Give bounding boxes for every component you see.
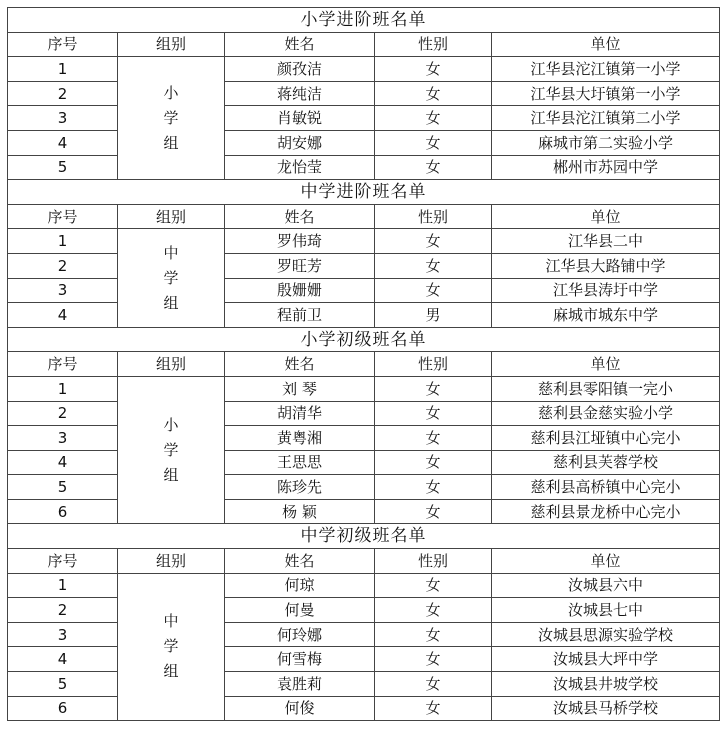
group-cell bbox=[118, 57, 225, 180]
header-seq: 序号 bbox=[8, 32, 118, 57]
unit-cell: 江华县大路铺中学 bbox=[492, 253, 720, 278]
group-cell bbox=[118, 229, 225, 327]
header-seq: 序号 bbox=[8, 352, 118, 377]
unit-cell: 汝城县思源实验学校 bbox=[492, 622, 720, 647]
name-cell: 罗旺芳 bbox=[225, 253, 375, 278]
section-title: 中学初级班名单 bbox=[8, 524, 720, 549]
header-unit: 单位 bbox=[492, 204, 720, 229]
roster-body bbox=[8, 8, 720, 721]
seq-cell: 2 bbox=[8, 401, 118, 426]
name-cell: 蒋纯洁 bbox=[225, 81, 375, 106]
unit-cell: 郴州市苏园中学 bbox=[492, 155, 720, 180]
table-row bbox=[8, 106, 720, 131]
seq-cell: 2 bbox=[8, 598, 118, 623]
name-cell: 何琼 bbox=[225, 573, 375, 598]
name-cell: 胡清华 bbox=[225, 401, 375, 426]
group-char: 学 bbox=[163, 268, 179, 287]
table-row bbox=[8, 475, 720, 500]
header-group: 组别 bbox=[118, 549, 225, 574]
name-cell: 龙怡莹 bbox=[225, 155, 375, 180]
name-cell: 胡安娜 bbox=[225, 130, 375, 155]
section-title: 小学初级班名单 bbox=[8, 327, 720, 352]
section-title: 中学进阶班名单 bbox=[8, 180, 720, 205]
unit-cell: 汝城县六中 bbox=[492, 573, 720, 598]
roster-table bbox=[7, 7, 720, 721]
header-seq: 序号 bbox=[8, 549, 118, 574]
name-cell: 刘 琴 bbox=[225, 376, 375, 401]
table-row bbox=[8, 253, 720, 278]
seq-cell: 1 bbox=[8, 57, 118, 82]
seq-cell: 3 bbox=[8, 622, 118, 647]
unit-cell: 汝城县大坪中学 bbox=[492, 647, 720, 672]
header-gender: 性别 bbox=[375, 204, 492, 229]
section-title-row bbox=[8, 180, 720, 205]
table-row bbox=[8, 426, 720, 451]
seq-cell: 6 bbox=[8, 499, 118, 524]
header-group: 组别 bbox=[118, 204, 225, 229]
table-row bbox=[8, 81, 720, 106]
gender-cell: 女 bbox=[375, 426, 492, 451]
table-row bbox=[8, 598, 720, 623]
unit-cell: 江华县大圩镇第一小学 bbox=[492, 81, 720, 106]
gender-cell: 女 bbox=[375, 672, 492, 697]
gender-cell: 女 bbox=[375, 475, 492, 500]
name-cell: 程前卫 bbox=[225, 303, 375, 328]
unit-cell: 江华县沱江镇第二小学 bbox=[492, 106, 720, 131]
seq-cell: 6 bbox=[8, 696, 118, 721]
group-char: 组 bbox=[163, 133, 179, 152]
name-cell: 王思思 bbox=[225, 450, 375, 475]
table-row bbox=[8, 401, 720, 426]
header-row bbox=[8, 204, 720, 229]
name-cell: 颜孜洁 bbox=[225, 57, 375, 82]
name-cell: 黄粤湘 bbox=[225, 426, 375, 451]
name-cell: 何曼 bbox=[225, 598, 375, 623]
gender-cell: 女 bbox=[375, 130, 492, 155]
table-row bbox=[8, 696, 720, 721]
header-group: 组别 bbox=[118, 32, 225, 57]
unit-cell: 慈利县景龙桥中心完小 bbox=[492, 499, 720, 524]
table-row bbox=[8, 573, 720, 598]
table-row bbox=[8, 672, 720, 697]
unit-cell: 江华县二中 bbox=[492, 229, 720, 254]
table-row bbox=[8, 622, 720, 647]
unit-cell: 汝城县马桥学校 bbox=[492, 696, 720, 721]
seq-cell: 2 bbox=[8, 253, 118, 278]
unit-cell: 江华县涛圩中学 bbox=[492, 278, 720, 303]
name-cell: 陈珍先 bbox=[225, 475, 375, 500]
group-char: 学 bbox=[163, 440, 179, 459]
name-cell: 何玲娜 bbox=[225, 622, 375, 647]
gender-cell: 女 bbox=[375, 81, 492, 106]
header-row bbox=[8, 32, 720, 57]
gender-cell: 女 bbox=[375, 376, 492, 401]
section-title: 小学进阶班名单 bbox=[8, 8, 720, 33]
unit-cell: 麻城市第二实验小学 bbox=[492, 130, 720, 155]
seq-cell: 4 bbox=[8, 303, 118, 328]
header-name: 姓名 bbox=[225, 204, 375, 229]
table-row bbox=[8, 303, 720, 328]
gender-cell: 女 bbox=[375, 253, 492, 278]
gender-cell: 男 bbox=[375, 303, 492, 328]
section-title-row bbox=[8, 8, 720, 33]
gender-cell: 女 bbox=[375, 573, 492, 598]
group-cell bbox=[118, 573, 225, 721]
table-row bbox=[8, 647, 720, 672]
table-row bbox=[8, 229, 720, 254]
header-gender: 性别 bbox=[375, 352, 492, 377]
table-row bbox=[8, 376, 720, 401]
unit-cell: 慈利县高桥镇中心完小 bbox=[492, 475, 720, 500]
gender-cell: 女 bbox=[375, 229, 492, 254]
seq-cell: 5 bbox=[8, 475, 118, 500]
seq-cell: 3 bbox=[8, 278, 118, 303]
gender-cell: 女 bbox=[375, 278, 492, 303]
header-unit: 单位 bbox=[492, 32, 720, 57]
header-group: 组别 bbox=[118, 352, 225, 377]
header-name: 姓名 bbox=[225, 32, 375, 57]
header-gender: 性别 bbox=[375, 32, 492, 57]
header-unit: 单位 bbox=[492, 549, 720, 574]
group-char: 学 bbox=[163, 637, 179, 656]
unit-cell: 慈利县零阳镇一完小 bbox=[492, 376, 720, 401]
group-char: 组 bbox=[163, 293, 179, 312]
header-name: 姓名 bbox=[225, 549, 375, 574]
gender-cell: 女 bbox=[375, 106, 492, 131]
header-gender: 性别 bbox=[375, 549, 492, 574]
gender-cell: 女 bbox=[375, 57, 492, 82]
group-char: 中 bbox=[163, 243, 179, 262]
gender-cell: 女 bbox=[375, 598, 492, 623]
gender-cell: 女 bbox=[375, 647, 492, 672]
group-char: 组 bbox=[163, 662, 179, 681]
unit-cell: 慈利县芙蓉学校 bbox=[492, 450, 720, 475]
header-row bbox=[8, 549, 720, 574]
gender-cell: 女 bbox=[375, 622, 492, 647]
group-char: 中 bbox=[163, 612, 179, 631]
seq-cell: 1 bbox=[8, 573, 118, 598]
seq-cell: 4 bbox=[8, 450, 118, 475]
name-cell: 罗伟琦 bbox=[225, 229, 375, 254]
table-row bbox=[8, 57, 720, 82]
group-cell bbox=[118, 376, 225, 524]
name-cell: 何雪梅 bbox=[225, 647, 375, 672]
name-cell: 杨 颖 bbox=[225, 499, 375, 524]
name-cell: 殷姗姗 bbox=[225, 278, 375, 303]
seq-cell: 4 bbox=[8, 130, 118, 155]
seq-cell: 5 bbox=[8, 672, 118, 697]
seq-cell: 5 bbox=[8, 155, 118, 180]
header-row bbox=[8, 352, 720, 377]
gender-cell: 女 bbox=[375, 401, 492, 426]
seq-cell: 3 bbox=[8, 426, 118, 451]
header-name: 姓名 bbox=[225, 352, 375, 377]
seq-cell: 4 bbox=[8, 647, 118, 672]
table-row bbox=[8, 278, 720, 303]
table-row bbox=[8, 155, 720, 180]
gender-cell: 女 bbox=[375, 696, 492, 721]
seq-cell: 2 bbox=[8, 81, 118, 106]
section-title-row bbox=[8, 524, 720, 549]
gender-cell: 女 bbox=[375, 155, 492, 180]
group-char: 小 bbox=[163, 83, 179, 102]
header-unit: 单位 bbox=[492, 352, 720, 377]
seq-cell: 3 bbox=[8, 106, 118, 131]
unit-cell: 汝城县井坡学校 bbox=[492, 672, 720, 697]
table-row bbox=[8, 130, 720, 155]
unit-cell: 麻城市城东中学 bbox=[492, 303, 720, 328]
seq-cell: 1 bbox=[8, 229, 118, 254]
name-cell: 袁胜莉 bbox=[225, 672, 375, 697]
group-char: 小 bbox=[163, 415, 179, 434]
name-cell: 肖敏锐 bbox=[225, 106, 375, 131]
unit-cell: 慈利县江垭镇中心完小 bbox=[492, 426, 720, 451]
gender-cell: 女 bbox=[375, 450, 492, 475]
table-row bbox=[8, 450, 720, 475]
table-row bbox=[8, 499, 720, 524]
seq-cell: 1 bbox=[8, 376, 118, 401]
gender-cell: 女 bbox=[375, 499, 492, 524]
unit-cell: 慈利县金慈实验小学 bbox=[492, 401, 720, 426]
header-seq: 序号 bbox=[8, 204, 118, 229]
unit-cell: 汝城县七中 bbox=[492, 598, 720, 623]
unit-cell: 江华县沱江镇第一小学 bbox=[492, 57, 720, 82]
roster-sheet bbox=[7, 7, 720, 721]
name-cell: 何俊 bbox=[225, 696, 375, 721]
group-char: 学 bbox=[163, 108, 179, 127]
group-char: 组 bbox=[163, 465, 179, 484]
section-title-row bbox=[8, 327, 720, 352]
